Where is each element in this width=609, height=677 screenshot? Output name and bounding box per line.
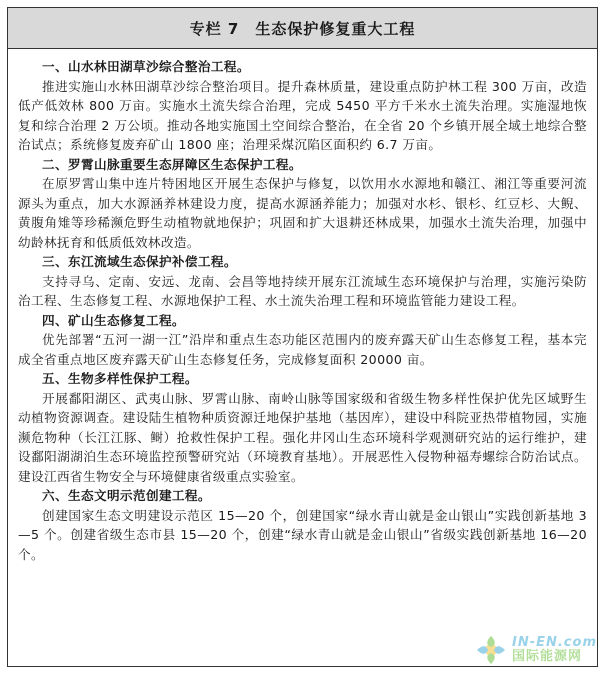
section-body: 支持寻乌、定南、安远、龙南、会昌等地持续开展东江流域生态环境保护与治理，实施污染防治工程、生态修复工程、水源地保护工程、水土流失治理工程和环境监管能力建设工程。	[18, 273, 587, 308]
section-body: 创建国家生态文明建设示范区 15—20 个，创建国家“绿水青山就是金山银山”实践创新基地 3—5 个。创建省级生态市县 15—20 个，创建“绿水青山就是金山银山”省级实践创新基地 16—20 个。	[18, 507, 587, 562]
section-body: 优先部署“五河一湖一江”沿岸和重点生态功能区范围内的废弃露天矿山生态修复工程，基本完成全省重点地区废弃露天矿山生态修复任务，完成修复面积 20000 亩。	[18, 332, 587, 367]
box-header	[8, 8, 597, 49]
section-heading: 五、生物多样性保护工程。	[42, 371, 198, 386]
leaf-sun-logo-icon	[474, 633, 508, 667]
section-body: 开展鄱阳湖区、武夷山脉、罗霄山脉、南岭山脉等国家级和省级生物多样性保护优先区域野生动植物资源调查。建设陆生植物种质资源迁地保护基地（基因库），建设中科院亚热带植物园，实施濒危物种（长江江豚、鲥）抢救性保护工程。强化井冈山生态环境科学观测研究站的运行维护，建设鄱阳湖湖泊生态环境监控预警研究站（环境教育基地）。开展恶性入侵物种福寿螺综合防治试点。建设江西省生物安全与环境健康省级重点实验室。	[18, 390, 587, 484]
watermark-cn: 国际能源网	[512, 649, 583, 664]
box-content	[8, 49, 597, 564]
section-body: 在原罗霄山集中连片特困地区开展生态保护与修复，以饮用水水源地和赣江、湘江等重要河流源头为重点，加大水源涵养林建设力度，提高水源涵养能力；加强对水杉、银杉、红豆杉、大鲵、黄腹角雉等珍稀濒危野生动植物就地保护；巩固和扩大退耕还林成果，加强水土流失治理，加强中幼龄林抚育和低质低效林改造。	[18, 176, 587, 250]
section-2	[18, 155, 587, 253]
box-title: 生态保护修复重大工程	[255, 19, 416, 38]
section-heading: 二、罗霄山脉重要生态屏障区生态保护工程。	[42, 156, 302, 172]
watermark-text	[512, 636, 597, 663]
section-heading: 六、生态文明示范创建工程。	[42, 488, 211, 503]
section-3	[18, 252, 587, 311]
section-4	[18, 311, 587, 370]
section-5	[18, 369, 587, 486]
section-1	[18, 57, 587, 155]
box-label: 专栏 7	[189, 19, 240, 38]
section-heading: 一、山水林田湖草沙综合整治工程。	[42, 59, 250, 74]
section-heading: 三、东江流域生态保护补偿工程。	[42, 254, 237, 269]
watermark-en: IN-EN.com	[512, 635, 597, 651]
section-heading: 四、矿山生态修复工程。	[42, 312, 185, 328]
watermark	[474, 633, 597, 667]
feature-box	[7, 7, 598, 667]
section-6	[18, 486, 587, 564]
section-body: 推进实施山水林田湖草沙综合整治项目。提升森林质量，建设重点防护林工程 300 万亩，改造低产低效林 800 万亩。实施水土流失综合治理，完成 5450 平方千米水土流失治理。实施湿地恢复和综合治理 2 万公顷。推动各地实施国土空间综合整治，在全省 20 个乡镇开展全域土地综合整治试点；系统修复废弃矿山 1800 座；治理采煤沉陷区面积约 6.7 万亩。	[18, 78, 587, 152]
